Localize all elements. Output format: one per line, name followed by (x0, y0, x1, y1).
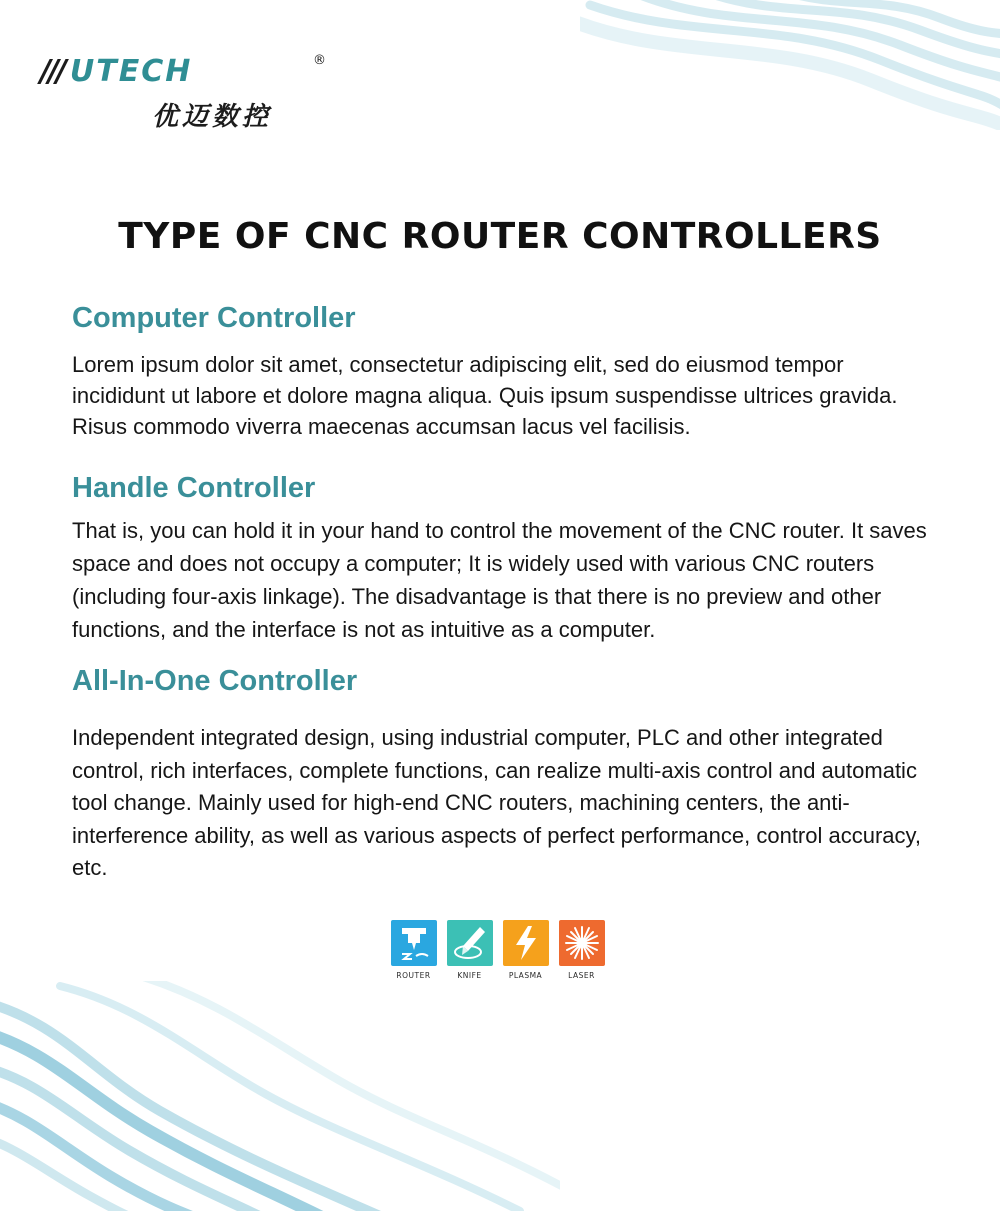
decorative-waves-top (580, 0, 1000, 130)
section-heading: All-In-One Controller (72, 665, 358, 697)
icon-label: PLASMA (508, 971, 543, 980)
icon-item-plasma (502, 920, 549, 980)
icon-item-knife (446, 920, 493, 980)
section-heading: Computer Controller (72, 302, 356, 334)
section-heading: Handle Controller (72, 472, 316, 504)
registered-mark: ® (313, 53, 326, 68)
icon-label: LASER (568, 971, 595, 980)
brand-wordmark-text: UTECH (69, 54, 193, 89)
section-all-in-one-controller (72, 663, 932, 885)
application-icons (390, 920, 605, 980)
section-body: That is, you can hold it in your hand to control the movement of the CNC router. It saves space and does not occupy a computer; It is widely used with various CNC routers (including four-axis linkage). The disadvantage is that there is no preview and other functions, and the interface is not as intuitive as a computer. (72, 518, 927, 642)
icon-item-laser (558, 920, 605, 980)
page-title: TYPE OF CNC ROUTER CONTROLLERS (118, 216, 882, 257)
knife-icon (447, 920, 493, 966)
section-handle-controller (72, 470, 932, 646)
section-body: Lorem ipsum dolor sit amet, consectetur adipiscing elit, sed do eiusmod tempor incididunt ut labore et dolore magna aliqua. Quis ipsum suspendisse ultrices gravida. Risus commodo viverra maecenas accumsan lacus vel facilisis. (72, 352, 898, 439)
section-computer-controller (72, 300, 932, 442)
icon-label: KNIFE (457, 971, 482, 980)
brand-logo (40, 52, 326, 132)
icon-item-router (390, 920, 437, 980)
icon-label: ROUTER (396, 971, 431, 980)
plasma-icon (503, 920, 549, 966)
section-body: Independent integrated design, using industrial computer, PLC and other integrated control, rich interfaces, complete functions, can realize multi-axis control and automatic tool change. Mainly used for high-end CNC routers, machining centers, the anti-interference ability, as well as various aspects of perfect performance, control accuracy, etc. (72, 725, 922, 880)
brand-chinese-name: 优迈数控 (152, 102, 273, 132)
brand-bars-mark: /// (40, 54, 64, 89)
decorative-waves-bottom (0, 981, 560, 1211)
brand-wordmark (40, 52, 192, 92)
router-icon (391, 920, 437, 966)
laser-icon (559, 920, 605, 966)
